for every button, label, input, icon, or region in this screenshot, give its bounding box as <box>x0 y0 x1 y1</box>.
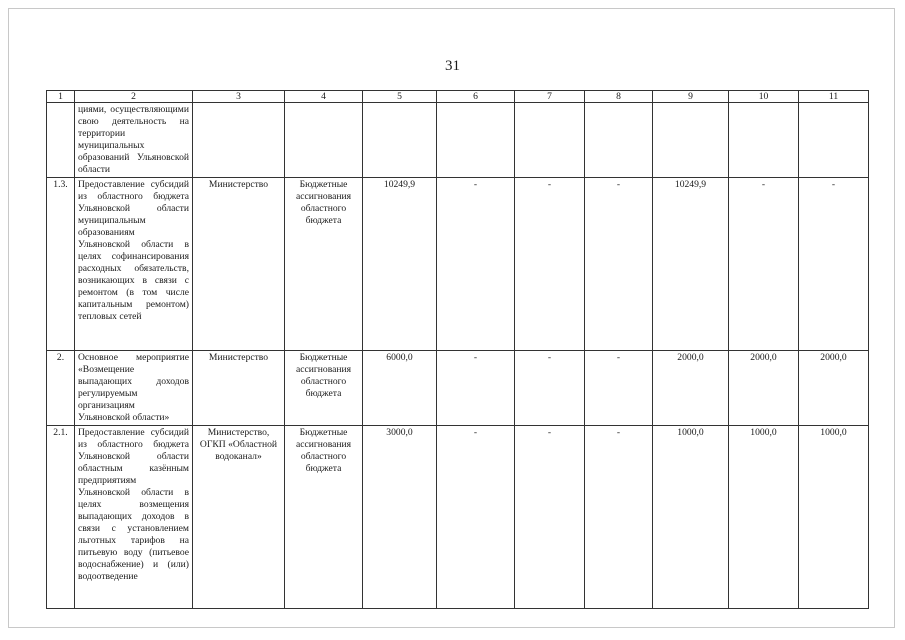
funding-source: Бюджетные ассигнования областного бюджета <box>285 178 363 351</box>
activity-name: Предоставление субсидий из областного бюджета Ульяновской области муниципальным образованиям Ульяновской области в целях софинансирования расходных обязательств, возникающих в связи с ремонтом (в том числе капитальным ремонтом) тепловых сетей <box>75 178 193 351</box>
row-number <box>47 103 75 178</box>
col-header-3: 3 <box>193 91 285 103</box>
table-row <box>47 178 869 351</box>
value-col-8: - <box>585 178 653 351</box>
table-row <box>47 103 869 178</box>
funding-source: Бюджетные ассигнования областного бюджета <box>285 426 363 609</box>
value-col-10: - <box>729 178 799 351</box>
value-col-9 <box>653 103 729 178</box>
value-col-9: 1000,0 <box>653 426 729 609</box>
col-header-11: 11 <box>799 91 869 103</box>
total-value: 6000,0 <box>363 351 437 426</box>
value-col-8: - <box>585 426 653 609</box>
value-col-8 <box>585 103 653 178</box>
total-value: 3000,0 <box>363 426 437 609</box>
value-col-11: 2000,0 <box>799 351 869 426</box>
value-col-11: - <box>799 178 869 351</box>
value-col-10 <box>729 103 799 178</box>
value-col-7: - <box>515 426 585 609</box>
col-header-8: 8 <box>585 91 653 103</box>
value-col-10: 1000,0 <box>729 426 799 609</box>
row-number: 1.3. <box>47 178 75 351</box>
value-col-6 <box>437 103 515 178</box>
activity-name: циями, осуществляющими свою деятельность на территории муниципальных образований Ульяновской области <box>75 103 193 178</box>
value-col-9: 10249,9 <box>653 178 729 351</box>
page-number: 31 <box>445 58 460 74</box>
executor <box>193 103 285 178</box>
value-col-9: 2000,0 <box>653 351 729 426</box>
executor: Министерство, ОГКП «Областной водоканал» <box>193 426 285 609</box>
funding-source <box>285 103 363 178</box>
table-row <box>47 351 869 426</box>
row-number: 2.1. <box>47 426 75 609</box>
value-col-6: - <box>437 426 515 609</box>
col-header-6: 6 <box>437 91 515 103</box>
value-col-6: - <box>437 178 515 351</box>
value-col-8: - <box>585 351 653 426</box>
total-value <box>363 103 437 178</box>
col-header-4: 4 <box>285 91 363 103</box>
total-value: 10249,9 <box>363 178 437 351</box>
col-header-7: 7 <box>515 91 585 103</box>
col-header-5: 5 <box>363 91 437 103</box>
value-col-10: 2000,0 <box>729 351 799 426</box>
header-row <box>47 91 869 103</box>
executor: Министерство <box>193 178 285 351</box>
funding-source: Бюджетные ассигнования областного бюджета <box>285 351 363 426</box>
value-col-11: 1000,0 <box>799 426 869 609</box>
col-header-10: 10 <box>729 91 799 103</box>
col-header-9: 9 <box>653 91 729 103</box>
col-header-1: 1 <box>47 91 75 103</box>
row-number: 2. <box>47 351 75 426</box>
budget-table <box>46 90 869 609</box>
activity-name: Предоставление субсидий из областного бюджета Ульяновской области областным казённым предприятиям Ульяновской области в целях возмещения выпадающих доходов в связи с установлением льготных тарифов на питьевую воду (питьевое водоснабжение) и (или) водоотведение <box>75 426 193 609</box>
activity-name: Основное мероприятие «Возмещение выпадающих доходов регулируемым организациям Ульяновской области» <box>75 351 193 426</box>
value-col-7: - <box>515 178 585 351</box>
value-col-11 <box>799 103 869 178</box>
executor: Министерство <box>193 351 285 426</box>
value-col-7 <box>515 103 585 178</box>
value-col-7: - <box>515 351 585 426</box>
value-col-6: - <box>437 351 515 426</box>
table-row <box>47 426 869 609</box>
col-header-2: 2 <box>75 91 193 103</box>
